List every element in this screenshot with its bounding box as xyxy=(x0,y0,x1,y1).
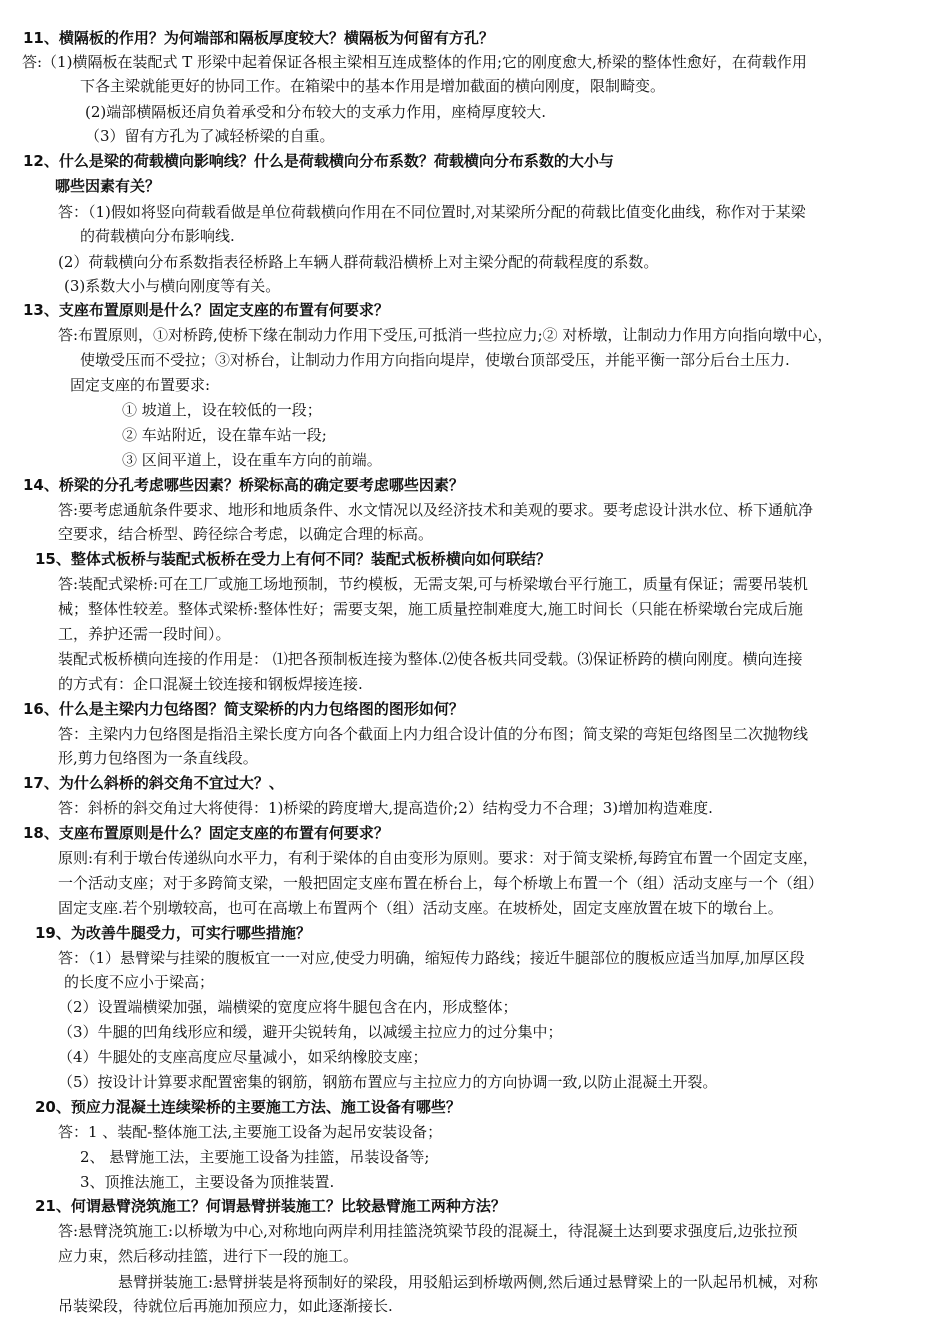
answer-line: 一个活动支座；对于多跨简支梁，一般把固定支座布置在桥台上，每个桥墩上布置一个（组）活动支座与一个（组） xyxy=(58,874,824,892)
answer-line: （2）设置端横梁加强，端横梁的宽度应将牛腿包含在内，形成整体； xyxy=(58,998,518,1016)
answer-line: 答：1 、装配-整体施工法,主要施工设备为起吊安装设备； xyxy=(58,1123,443,1141)
answer-line: 固定支座的布置要求: xyxy=(70,376,211,394)
answer-line: （4）牛腿处的支座高度应尽量减小，如采纳橡胶支座； xyxy=(58,1048,428,1066)
answer-line: （5）按设计计算要求配置密集的钢筋，钢筋布置应与主拉应力的方向协调一致,以防止混凝土开裂。 xyxy=(58,1073,718,1091)
answer-line: 空要求，结合桥型、跨径综合考虑，以确定合理的标高。 xyxy=(58,525,434,543)
answer-line: (3)系数大小与横向刚度等有关。 xyxy=(64,277,281,295)
answer-line: (2)端部横隔板还肩负着承受和分布较大的支承力作用，座椅厚度较大. xyxy=(85,103,547,121)
question-15-heading: 15、整体式板桥与装配式板桥在受力上有何不同？装配式板桥横向如何联结？ xyxy=(35,550,551,568)
question-12-heading: 12、什么是梁的荷载横向影响线？什么是荷载横向分布系数？荷载横向分布系数的大小与 xyxy=(23,152,614,170)
question-11-heading: 11、横隔板的作用？为何端部和隔板厚度较大？横隔板为何留有方孔？ xyxy=(23,29,494,47)
answer-line: 的长度不应小于梁高； xyxy=(64,973,215,991)
answer-line: 答:装配式梁桥:可在工厂或施工场地预制，节约模板，无需支架,可与桥梁墩台平行施工，质量有保证；需要吊装机 xyxy=(58,575,808,593)
answer-line: 应力束，然后移动挂篮，进行下一段的施工。 xyxy=(58,1247,359,1265)
question-13-heading: 13、支座布置原则是什么？固定支座的布置有何要求？ xyxy=(23,301,389,319)
answer-line: 答:要考虑通航条件要求、地形和地质条件、水文情况以及经济技术和美观的要求。要考虑设计洪水位、桥下通航净 xyxy=(58,501,814,519)
answer-line: 答:布置原则，①对桥跨,使桥下缘在制动力作用下受压,可抵消一些拉应力;② 对桥墩，让制动力作用方向指向墩中心， xyxy=(58,326,833,344)
question-21-heading: 21、何谓悬臂浇筑施工？何谓悬臂拼装施工？比较悬臂施工两种方法？ xyxy=(35,1197,506,1215)
answer-line: 械；整体性较差。整体式梁桥:整体性好；需要支架，施工质量控制难度大,施工时间长（只能在桥梁墩台完成后施 xyxy=(58,600,803,618)
question-18-heading: 18、支座布置原则是什么？固定支座的布置有何要求？ xyxy=(23,824,389,842)
question-14-heading: 14、桥梁的分孔考虑哪些因素？桥梁标高的确定要考虑哪些因素？ xyxy=(23,476,464,494)
list-item: ② 车站附近，设在靠车站一段; xyxy=(122,426,327,444)
answer-line: 答:悬臂浇筑施工:以桥墩为中心,对称地向两岸利用挂篮浇筑梁节段的混凝土，待混凝土达到要求强度后,边张拉预 xyxy=(58,1222,798,1240)
answer-line: （3）留有方孔为了减轻桥梁的自重。 xyxy=(85,127,335,145)
question-19-heading: 19、为改善牛腿受力，可实行哪些措施？ xyxy=(35,924,311,942)
question-17-heading: 17、为什么斜桥的斜交角不宜过大？、 xyxy=(23,774,284,792)
answer-line: 的荷载横向分布影响线. xyxy=(80,227,235,245)
answer-line: 固定支座.若个别墩较高，也可在高墩上布置两个（组）活动支座。在坡桥处，固定支座放置在坡下的墩台上。 xyxy=(58,899,783,917)
list-item: ① 坡道上，设在较低的一段； xyxy=(122,401,322,419)
answer-line: 答：（1)假如将竖向荷载看做是单位荷载横向作用在不同位置时,对某梁所分配的荷载比值变化曲线，称作对于某梁 xyxy=(58,203,806,221)
answer-line: 装配式板桥横向连接的作用是： ⑴把各预制板连接为整体.⑵使各板共同受载。⑶保证桥跨的横向刚度。横向连接 xyxy=(58,650,803,668)
answer-line: 吊装梁段，待就位后再施加预应力，如此逐渐接长. xyxy=(58,1297,393,1315)
answer-line: 答：（1）悬臂梁与挂梁的腹板宜一一对应,使受力明确，缩短传力路线；接近牛腿部位的腹板应适当加厚,加厚区段 xyxy=(58,949,805,967)
answer-line: 使墩受压而不受拉；③对桥台，让制动力作用方向指向堤岸，使墩台顶部受压，并能平衡一部分后台土压力. xyxy=(80,351,790,369)
answer-line: 的方式有：企口混凝土铰连接和钢板焊接连接. xyxy=(58,675,363,693)
answer-line: 答:（1)横隔板在装配式 T 形梁中起着保证各根主梁相互连成整体的作用;它的刚度愈大,桥梁的整体性愈好，在荷载作用 xyxy=(22,53,807,71)
answer-line: (2）荷载横向分布系数指表径桥路上车辆人群荷载沿横桥上对主梁分配的荷载程度的系数。 xyxy=(58,253,659,271)
answer-line: 2、 悬臂施工法，主要施工设备为挂篮，吊装设备等; xyxy=(80,1148,430,1166)
list-item: ③ 区间平道上，设在重车方向的前端。 xyxy=(122,451,382,469)
answer-line: 原则:有利于墩台传递纵向水平力，有利于梁体的自由变形为原则。要求：对于简支梁桥,每跨宜布置一个固定支座， xyxy=(58,849,818,867)
answer-line: 形,剪力包络图为一条直线段。 xyxy=(58,749,258,767)
question-12-heading-cont: 哪些因素有关？ xyxy=(55,177,161,195)
answer-line: 悬臂拼装施工:悬臂拼装是将预制好的梁段，用驳船运到桥墩两侧,然后通过悬臂梁上的一队起吊机械，对称 xyxy=(118,1273,818,1291)
answer-line: 下各主梁就能更好的协同工作。在箱梁中的基本作用是增加截面的横向刚度，限制畸变。 xyxy=(80,77,666,95)
answer-line: 工，养护还需一段时间）。 xyxy=(58,625,231,643)
question-16-heading: 16、什么是主梁内力包络图？简支梁桥的内力包络图的图形如何？ xyxy=(23,700,464,718)
question-20-heading: 20、预应力混凝土连续梁桥的主要施工方法、施工设备有哪些？ xyxy=(35,1098,461,1116)
answer-line: 答：斜桥的斜交角过大将使得：1)桥梁的跨度增大,提高造价;2）结构受力不合理；3)增加构造难度. xyxy=(58,799,713,817)
answer-line: 答：主梁内力包络图是指沿主梁长度方向各个截面上内力组合设计值的分布图；简支梁的弯矩包络图呈二次抛物线 xyxy=(58,725,809,743)
answer-line: （3）牛腿的凹角线形应和缓，避开尖锐转角，以减缓主拉应力的过分集中； xyxy=(58,1023,563,1041)
answer-line: 3、顶推法施工，主要设备为顶推装置. xyxy=(80,1173,335,1191)
